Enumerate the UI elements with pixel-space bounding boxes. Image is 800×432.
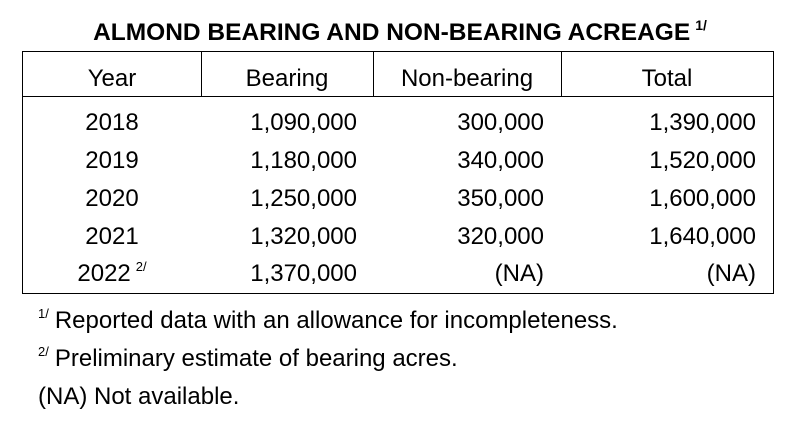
year-cell xyxy=(23,222,201,252)
non-bearing-cell: 340,000 xyxy=(457,147,544,174)
header-rule xyxy=(23,96,773,97)
year-text: 2019 xyxy=(85,147,139,174)
table-title-text: ALMOND BEARING AND NON-BEARING ACREAGE xyxy=(93,19,691,46)
year-cell xyxy=(23,259,201,292)
year-text: 2021 xyxy=(85,223,139,250)
header-bearing: Bearing xyxy=(245,65,329,92)
year-text: 2022 xyxy=(77,260,131,287)
bearing-cell: 1,320,000 xyxy=(250,223,357,250)
year-footnote-marker: 2/ xyxy=(135,259,147,274)
header-total: Total xyxy=(641,65,693,92)
total-cell: (NA) xyxy=(706,260,756,287)
year-cell xyxy=(23,184,201,214)
footnote xyxy=(38,344,458,377)
bearing-cell: 1,090,000 xyxy=(250,109,357,136)
non-bearing-cell: 350,000 xyxy=(457,185,544,212)
acreage-table xyxy=(22,51,774,294)
year-text: 2020 xyxy=(85,185,139,212)
total-cell: 1,390,000 xyxy=(649,109,756,136)
year-cell xyxy=(23,146,201,176)
bearing-cell: 1,180,000 xyxy=(250,147,357,174)
total-cell: 1,520,000 xyxy=(649,147,756,174)
footnote-marker: 2/ xyxy=(38,344,49,359)
total-cell: 1,640,000 xyxy=(649,223,756,250)
footnote-marker: 1/ xyxy=(38,306,49,321)
footnote xyxy=(38,306,618,339)
header-non-bearing: Non-bearing xyxy=(400,65,534,92)
footnote-text: Reported data with an allowance for incompleteness. xyxy=(54,307,618,334)
header-year: Year xyxy=(87,65,137,92)
non-bearing-cell: 320,000 xyxy=(457,223,544,250)
non-bearing-cell: 300,000 xyxy=(457,109,544,136)
footnote xyxy=(38,382,239,412)
year-cell xyxy=(23,108,201,138)
year-text: 2018 xyxy=(85,109,139,136)
footnote-text: (NA) Not available. xyxy=(38,383,240,410)
total-cell: 1,600,000 xyxy=(649,185,756,212)
title-footnote-marker: 1/ xyxy=(695,17,707,33)
bearing-cell: 1,250,000 xyxy=(250,185,357,212)
bearing-cell: 1,370,000 xyxy=(250,260,357,287)
footnote-text: Preliminary estimate of bearing acres. xyxy=(54,345,458,372)
table-title xyxy=(0,18,800,50)
non-bearing-cell: (NA) xyxy=(494,260,544,287)
